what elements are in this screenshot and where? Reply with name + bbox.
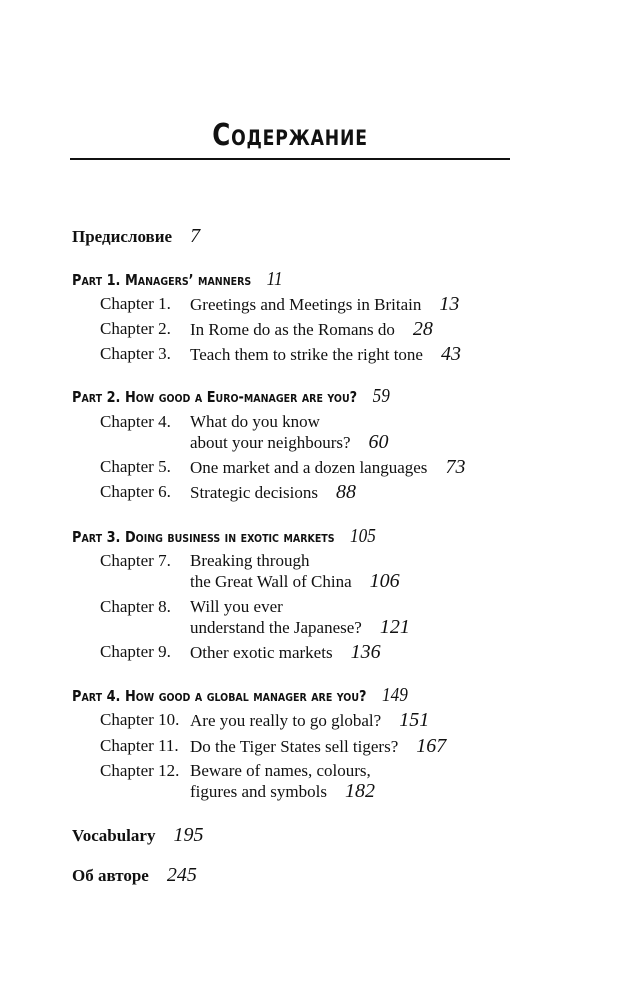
entry-label: Предисловие	[72, 227, 173, 246]
toc-chapter-8-line1[interactable]: Will you ever	[190, 597, 283, 616]
toc-entry-about-author[interactable]	[72, 865, 197, 886]
chapter-title: the Great Wall of China	[190, 572, 352, 591]
toc-chapter-8-line2[interactable]	[190, 617, 410, 638]
toc-chapter-5[interactable]	[190, 457, 465, 478]
chapter-label: Chapter 4.	[100, 412, 171, 431]
chapter-label: Chapter 7.	[100, 551, 171, 570]
page-number: 245	[166, 864, 197, 886]
chapter-title: Greetings and Meetings in Britain	[190, 295, 422, 314]
toc-chapter-7-line2[interactable]	[190, 571, 400, 592]
toc-chapter-4-line2[interactable]	[190, 432, 389, 453]
chapter-label: Chapter 11.	[100, 736, 179, 755]
page-number: 149	[382, 684, 408, 706]
page-number: 59	[372, 385, 390, 407]
part-label: Part 4. How good a global manager are you?	[72, 687, 367, 705]
page-number: 73	[445, 456, 466, 478]
toc-chapter-9[interactable]	[190, 642, 381, 663]
toc-chapter-7-line1[interactable]: Breaking through	[190, 551, 310, 570]
chapter-title: understand the Japanese?	[190, 618, 362, 637]
toc-chapter-1[interactable]	[190, 294, 459, 315]
chapter-label: Chapter 1.	[100, 294, 171, 313]
toc-chapter-3[interactable]	[190, 344, 461, 365]
toc-chapter-12-line2[interactable]	[190, 781, 375, 802]
page-number: 136	[350, 641, 381, 663]
chapter-title: In Rome do as the Romans do	[190, 320, 395, 339]
page-number: 7	[190, 225, 201, 247]
chapter-title: Teach them to strike the right tone	[190, 345, 423, 364]
chapter-label: Chapter 6.	[100, 482, 171, 501]
toc-chapter-10[interactable]	[190, 710, 429, 731]
page-number: 88	[335, 481, 356, 503]
entry-label: Об авторе	[72, 866, 149, 885]
chapter-title: Do the Tiger States sell tigers?	[190, 737, 399, 756]
toc-chapter-2[interactable]	[190, 319, 433, 340]
toc-chapter-6[interactable]	[190, 482, 356, 503]
chapter-label: Chapter 9.	[100, 642, 171, 661]
chapter-label: Chapter 5.	[100, 457, 171, 476]
chapter-title: Strategic decisions	[190, 483, 318, 502]
chapter-label: Chapter 12.	[100, 761, 180, 780]
chapter-label: Chapter 10.	[100, 710, 180, 729]
page-number: 167	[416, 735, 447, 757]
part-label: Part 3. Doing business in exotic markets	[72, 528, 335, 546]
toc-part-2[interactable]	[72, 386, 390, 407]
page-number: 121	[379, 616, 410, 638]
toc-chapter-4-line1[interactable]: What do you know	[190, 412, 320, 431]
toc-chapter-12-line1[interactable]: Beware of names, colours,	[190, 761, 371, 780]
chapter-title: figures and symbols	[190, 782, 327, 801]
chapter-title: about your neighbours?	[190, 433, 351, 452]
toc-entry-vocabulary[interactable]	[72, 825, 203, 846]
chapter-label: Chapter 3.	[100, 344, 171, 363]
toc-part-4[interactable]	[72, 685, 408, 706]
toc-chapter-11[interactable]	[190, 736, 446, 757]
page-number: 11	[266, 268, 283, 290]
part-label: Part 2. How good a Euro-manager are you?	[72, 388, 358, 406]
toc-part-1[interactable]	[72, 269, 283, 290]
page-title: Содержание	[212, 118, 368, 153]
page-number: 28	[412, 318, 433, 340]
part-label: Part 1. Managers’ manners	[72, 271, 252, 289]
page-number: 60	[368, 431, 389, 453]
chapter-title: One market and a dozen languages	[190, 458, 428, 477]
page-number: 151	[399, 709, 430, 731]
chapter-label: Chapter 8.	[100, 597, 171, 616]
page-number: 105	[350, 525, 376, 547]
title-rule	[70, 158, 510, 160]
chapter-label: Chapter 2.	[100, 319, 171, 338]
chapter-title: Are you really to go global?	[190, 711, 382, 730]
toc-entry-preface[interactable]	[72, 226, 200, 247]
page-number: 106	[369, 570, 400, 592]
page-number: 182	[344, 780, 375, 802]
toc-part-3[interactable]	[72, 526, 376, 547]
chapter-title: Other exotic markets	[190, 643, 333, 662]
page-number: 13	[439, 293, 460, 315]
entry-label: Vocabulary	[72, 826, 156, 845]
page-number: 43	[440, 343, 461, 365]
page-number: 195	[173, 824, 204, 846]
